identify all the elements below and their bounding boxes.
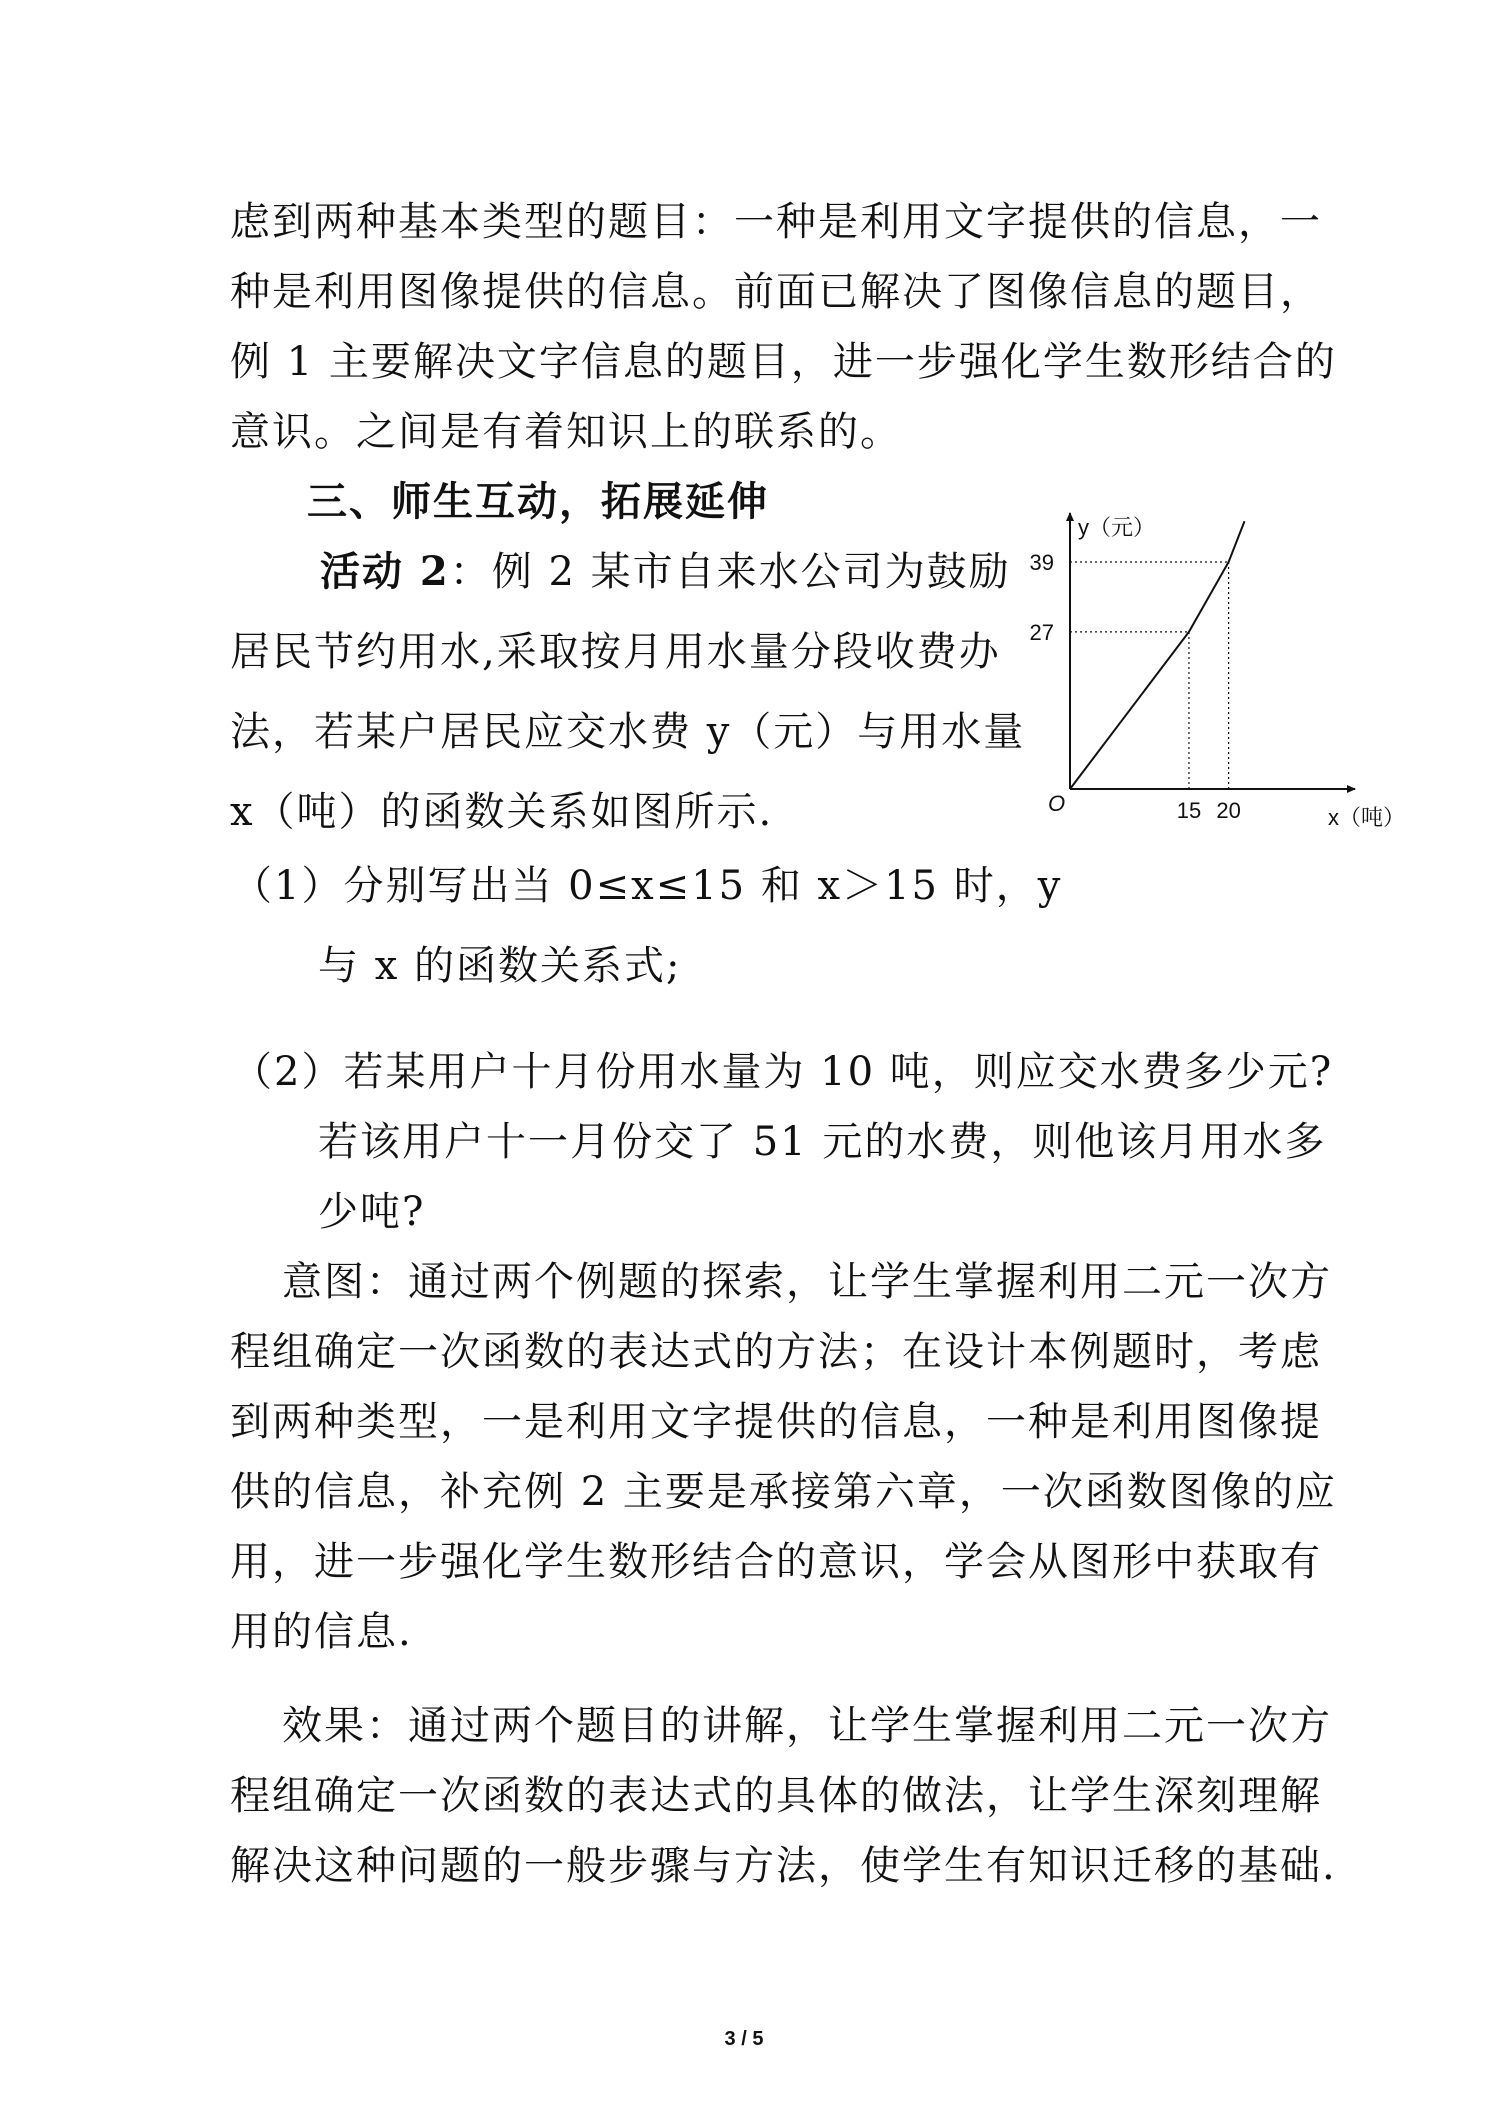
- intent-line: 到两种类型，一是利用文字提供的信息，一种是利用图像提: [230, 1399, 1322, 1445]
- activity-first-line: [320, 548, 1011, 596]
- effect-line: 程组确定一次函数的表达式的具体的做法，让学生深刻理解: [230, 1773, 1322, 1819]
- paragraph-line: 例 1 主要解决文字信息的题目，进一步强化学生数形结合的: [230, 339, 1337, 385]
- question-2: （2）若某用户十月份用水量为 10 吨，则应交水费多少元?: [232, 1049, 1334, 1095]
- activity-line: x（吨）的函数关系如图所示.: [230, 789, 774, 835]
- x-axis-label: x（吨）: [1328, 805, 1406, 830]
- section-heading: 三、师生互动，拓展延伸: [307, 478, 769, 525]
- paragraph-line: 意识。之间是有着知识上的联系的。: [230, 409, 902, 455]
- y-axis-label: y（元）: [1078, 515, 1156, 540]
- paragraph-line: 种是利用图像提供的信息。前面已解决了图像信息的题目，: [230, 269, 1322, 315]
- activity-line: 法，若某户居民应交水费 y（元）与用水量: [230, 709, 1026, 755]
- intent-line: 用，进一步强化学生数形结合的意识，学会从图形中获取有: [230, 1539, 1322, 1585]
- activity-intro: ：例 2 某市自来水公司为鼓励: [449, 549, 1011, 595]
- effect-line: 效果：通过两个题目的讲解，让学生掌握利用二元一次方: [282, 1703, 1332, 1749]
- intent-line: 意图：通过两个例题的探索，让学生掌握利用二元一次方: [282, 1259, 1332, 1305]
- water-fee-graph: [1010, 505, 1450, 845]
- intent-line: 程组确定一次函数的表达式的方法；在设计本例题时，考虑: [230, 1329, 1322, 1375]
- y-tick-label: 39: [1029, 550, 1054, 576]
- x-tick-label: 20: [1216, 798, 1241, 823]
- x-tick-label: 15: [1176, 798, 1202, 823]
- question-1: （1）分别写出当 0≤x≤15 和 x＞15 时，y: [232, 863, 1063, 909]
- page-number: 3 / 5: [724, 2028, 764, 2050]
- question-2-cont: 少吨?: [318, 1189, 426, 1235]
- intent-line: 用的信息.: [230, 1609, 413, 1655]
- activity-label: 活动 2: [320, 548, 450, 595]
- question-1-cont: 与 x 的函数关系式;: [318, 943, 682, 989]
- guide-lines: [1070, 562, 1229, 789]
- activity-line: 居民节约用水,采取按月用水量分段收费办: [230, 629, 1001, 675]
- effect-line: 解决这种问题的一般步骤与方法，使学生有知识迁移的基础.: [230, 1843, 1337, 1889]
- intent-line: 供的信息，补充例 2 主要是承接第六章，一次函数图像的应: [230, 1469, 1337, 1515]
- paragraph-line: 虑到两种基本类型的题目：一种是利用文字提供的信息，一: [230, 199, 1322, 245]
- origin-label: O: [1048, 791, 1066, 816]
- question-2-cont: 若该用户十一月份交了 51 元的水费，则他该月用水多: [318, 1119, 1327, 1165]
- y-tick-label: 27: [1029, 619, 1054, 645]
